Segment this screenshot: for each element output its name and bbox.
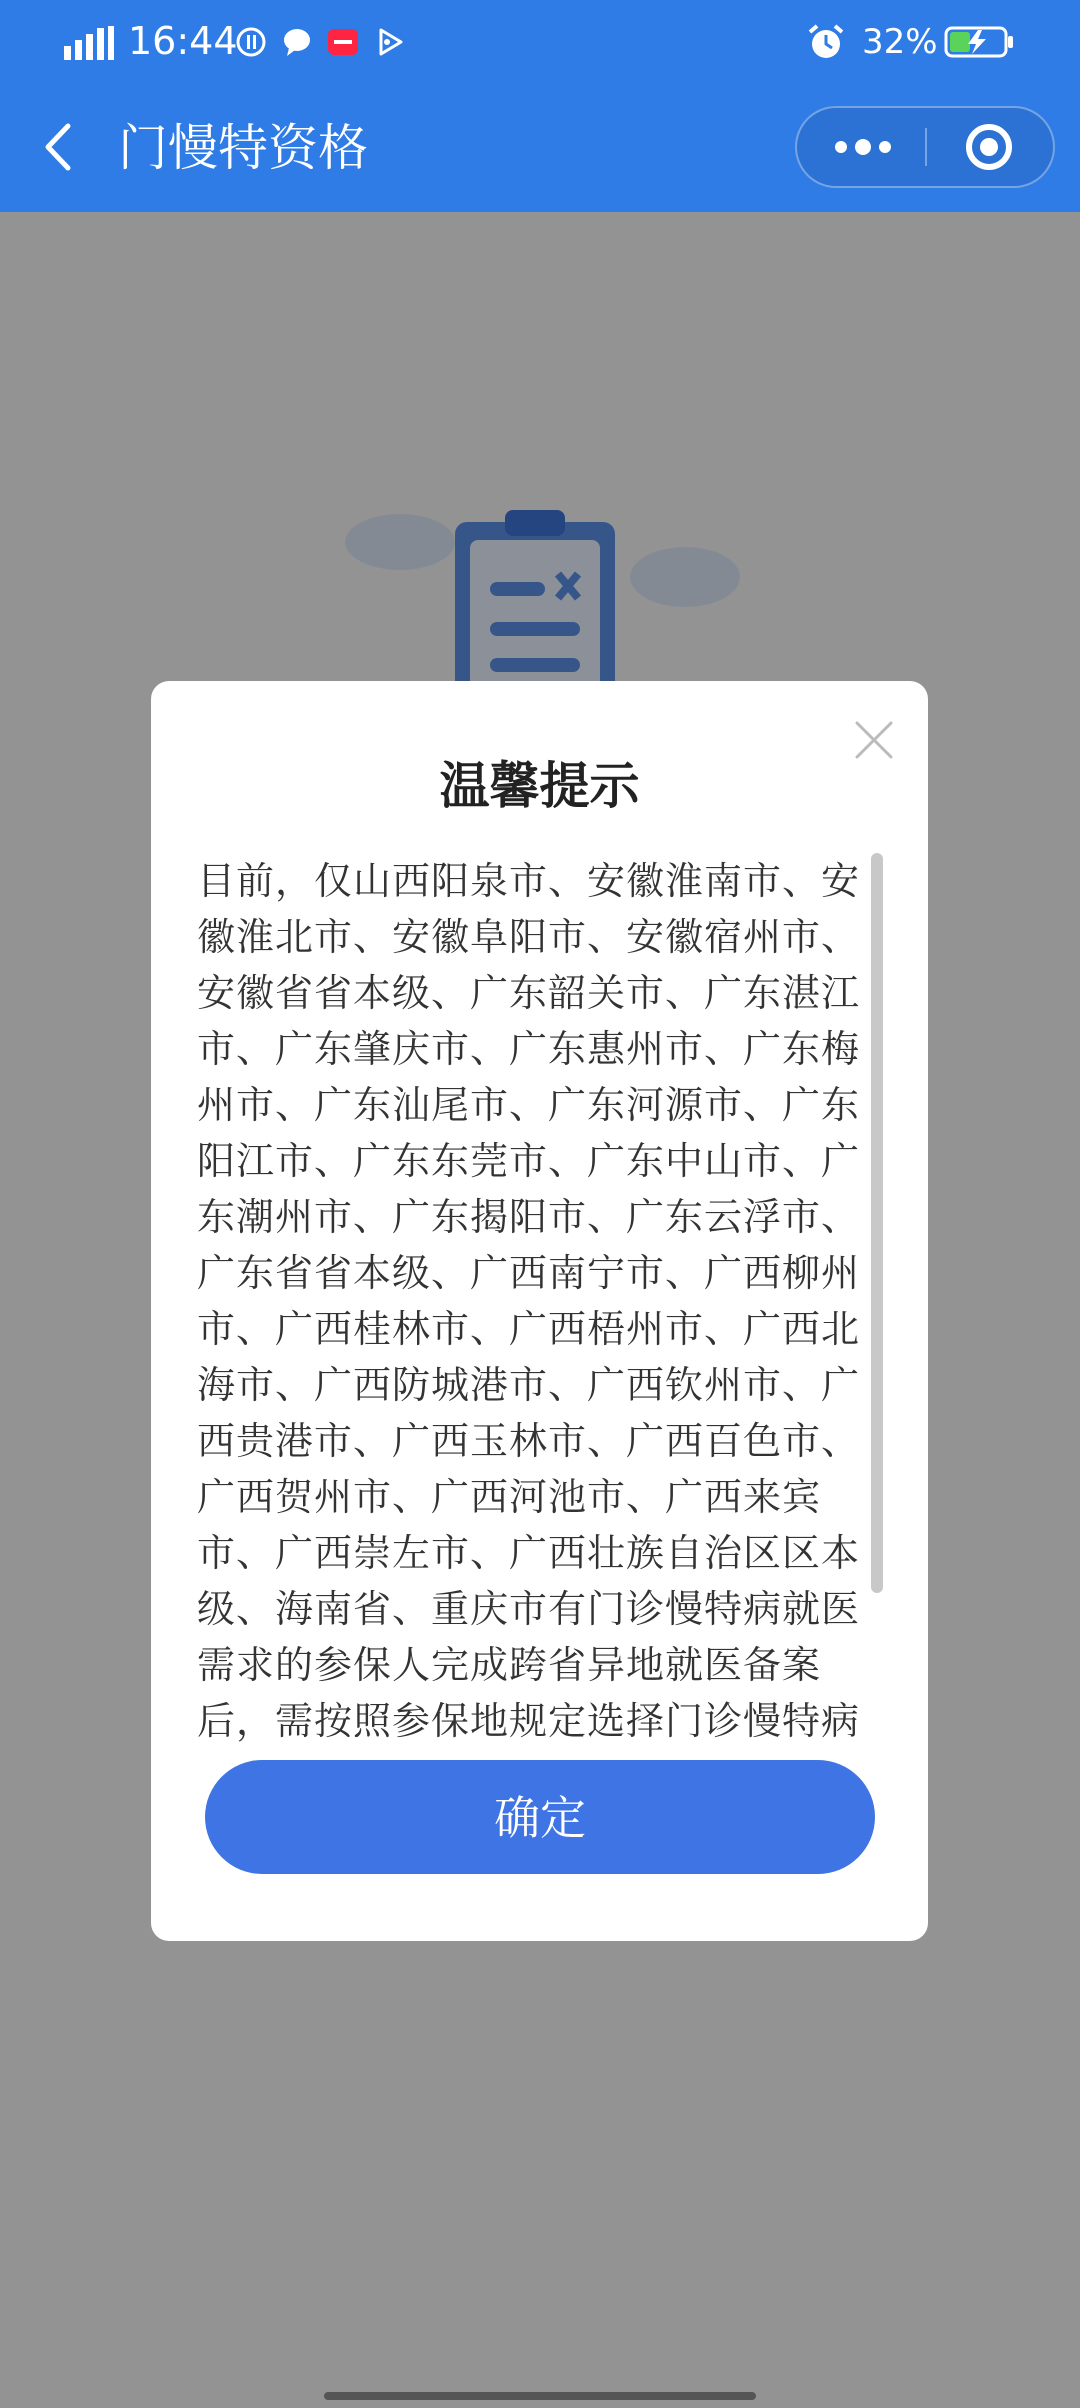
play-icon	[373, 26, 405, 58]
battery-charging-icon	[944, 26, 1014, 58]
battery-percent: 32%	[862, 22, 938, 62]
more-icon[interactable]	[797, 108, 925, 186]
back-icon[interactable]	[36, 120, 84, 174]
signal-icon	[64, 26, 114, 60]
page-title: 门慢特资格	[118, 119, 368, 177]
confirm-button[interactable]: 确定	[205, 1760, 875, 1874]
scrollbar[interactable]	[871, 853, 883, 1593]
nav-bar	[0, 84, 1080, 212]
status-time: 16:44	[128, 19, 238, 63]
app-notify-icon	[235, 26, 267, 58]
dialog-title: 温馨提示	[439, 757, 640, 815]
close-miniprogram-icon[interactable]	[929, 108, 1053, 186]
home-indicator[interactable]	[324, 2392, 756, 2400]
dialog-body-text[interactable]: 目前，仅山西阳泉市、安徽淮南市、安徽淮北市、安徽阜阳市、安徽宿州市、安徽省省本级、广东韶关市、广东湛江市、广东肇庆市、广东惠州市、广东梅州市、广东汕尾市、广东河源市、广东阳江市、广东东莞市、广东中山市、广东潮州市、广东揭阳市、广东云浮市、广东省省本级、广西南宁市、广西柳州市、广西桂林市、广西梧州市、广西北海市、广西防城港市、广西钦州市、广西贵港市、广西玉林市、广西百色市、广西贺州市、广西河池市、广西来宾市、广西崇左市、广西壮族自治区区本级、海南省、重庆市有门诊慢特病就医需求的参保人完成跨省异地就医备案后，需按照参保地规定选择门诊慢特病	[197, 859, 861, 1743]
scroll-thumb[interactable]	[871, 853, 883, 1593]
chat-icon	[281, 26, 313, 58]
tips-dialog	[151, 681, 928, 1941]
alarm-icon	[806, 22, 846, 62]
miniprogram-capsule	[795, 106, 1055, 188]
capsule-divider	[925, 128, 927, 166]
status-bar	[0, 0, 1080, 84]
top-bar	[0, 0, 1080, 212]
xiaohongshu-icon	[327, 26, 359, 58]
